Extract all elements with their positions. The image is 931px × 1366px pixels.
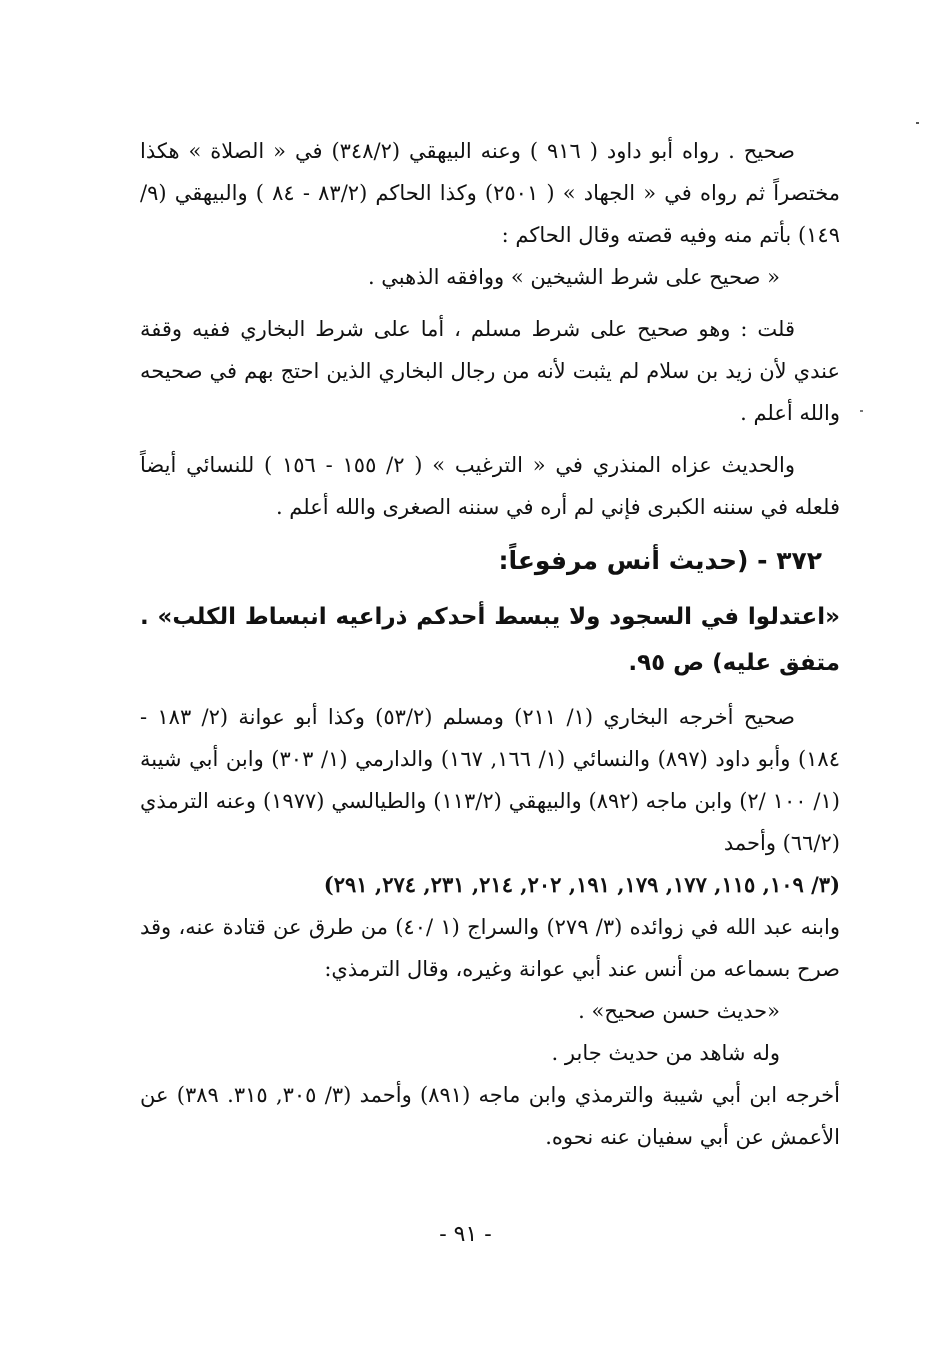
separator [140, 528, 840, 538]
page-body [140, 130, 840, 1158]
ahmad-references: (٣/ ١٠٩, ١١٥, ١٧٧, ١٧٩, ١٩١, ٢٠٢, ٢١٤, ٢٣١, ٢٧٤, ٢٩١) [323, 872, 840, 897]
hakim-quote: « صحيح على شرط الشيخين » ووافقه الذهبي . [367, 265, 780, 289]
page-number: - ٩١ - [439, 1222, 492, 1247]
separator [140, 434, 840, 444]
scan-speck [860, 410, 863, 412]
paragraph-author-comment: قلت : وهو صحيح على شرط مسلم ، أما على شرط البخاري ففيه وقفة عندي لأن زيد بن سلام لم يثبت لأنه من رجال البخاري الذين احتج بهم في صحيحه والله أعلم . [140, 317, 840, 425]
scan-speck [916, 122, 919, 124]
takhrij-rest: وابنه عبد الله في زوائده (٣/ ٢٧٩) والسراج (١ /٤٠) من طرق عن قتادة عنه، وقد صرح بسماعه من أنس عند أبي عوانة وغيره، وقال الترمذي: [140, 915, 840, 981]
hadith-heading: ٣٧٢ - (حديث أنس مرفوعاً: [498, 546, 822, 575]
separator [140, 584, 840, 594]
witness-line: وله شاهد من حديث جابر . [551, 1041, 780, 1065]
hadith-text: «اعتدلوا في السجود ولا يبسط أحدكم ذراعيه انبساط الكلب» . متفق عليه) ص ٩٥. [140, 604, 840, 676]
takhrij-main: صحيح أخرجه البخاري (١/ ٢١١) ومسلم (٥٣/٢) وكذا أبو عوانة (٢/ ١٨٣ - ١٨٤) وأبو داود (٨٩٧) والنسائي (١/ ١٦٦, ١٦٧) والدارمي (١/ ٣٠٣) وابن أبي شيبة (١/ ١٠٠ /٢) وابن ماجه (٨٩٢) والبيهقي (١١٣/٢) والطيالسي (١٩٧٧) وعنه الترمذي (٦٦/٢) وأحمد [140, 705, 840, 855]
separator [140, 298, 840, 308]
tirmidhi-quote: «حديث حسن صحيح» . [578, 999, 780, 1023]
separator [140, 686, 840, 696]
final-takhrij: أخرجه ابن أبي شيبة والترمذي وابن ماجه (٨٩١) وأحمد (٣/ ٣٠٥, ٣١٥. ٣٨٩) عن الأعمش عن أبي سفيان عنه نحوه. [140, 1083, 840, 1149]
paragraph-takhrij-abu-dawud: صحيح . رواه أبو داود ( ٩١٦ ) وعنه البيهقي (٣٤٨/٢) في « الصلاة » هكذا مختصراً ثم رواه في « الجهاد » ( ٢٥٠١) وكذا الحاكم (٨٣/٢ - ٨٤ ) والبيهقي (٩/ ١٤٩) بأتم منه وفيه قصته وقال الحاكم : [140, 139, 840, 247]
paragraph-mundhiri: والحديث عزاه المنذري في « الترغيب » ( ٢/ ١٥٥ - ١٥٦ ) للنسائي أيضاً فلعله في سننه الكبرى فإني لم أره في سننه الصغرى والله أعلم . [140, 453, 840, 519]
